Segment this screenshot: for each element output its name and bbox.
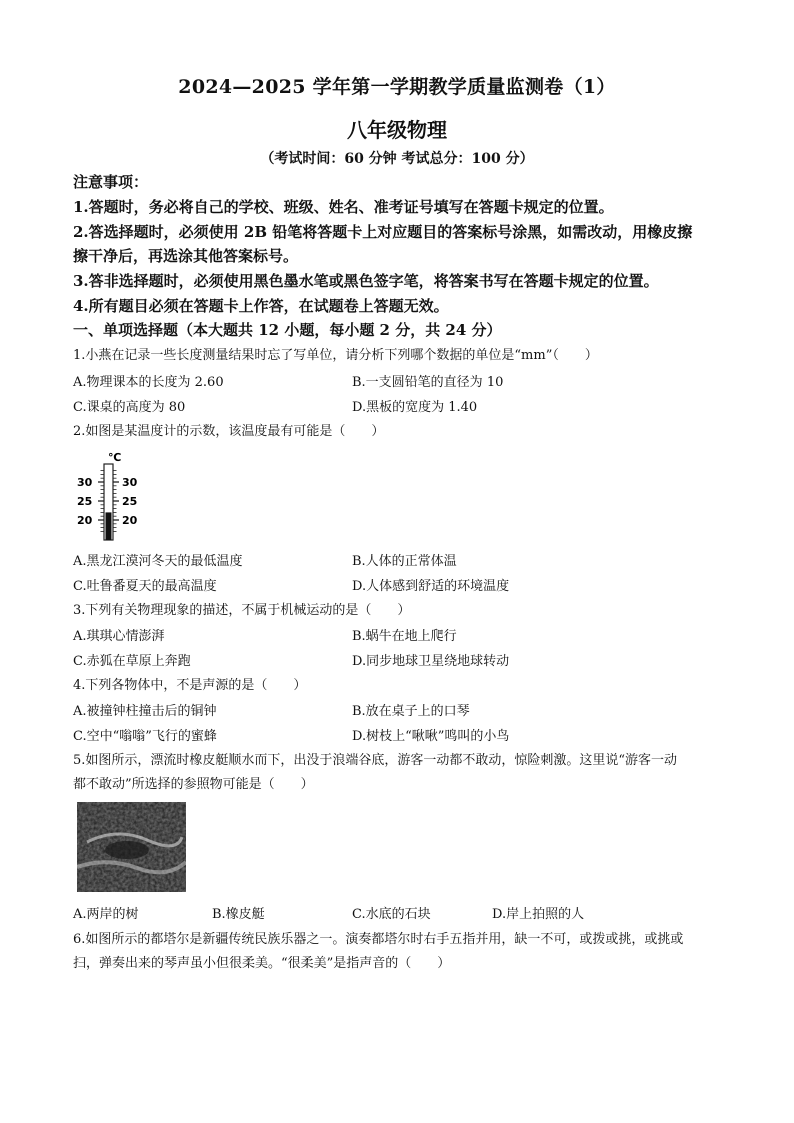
q5-option-d: D.岸上拍照的人 [492,907,585,922]
question-2-stem: 2.如图是某温度计的示数，该温度最有可能是（ ） [73,424,385,439]
q3-option-d: D.同步地球卫星绕地球转动 [352,654,510,669]
tick-label-20-left: 20 [77,514,93,527]
q4-option-b: B.放在桌子上的口琴 [352,704,470,719]
q5-option-c: C.水底的石块 [352,907,431,922]
tick-label-20-right: 20 [122,514,138,527]
question-5-stem-line-1: 5.如图所示，漂流时橡皮艇顺水而下，出没于浪端谷底，游客一动都不敢动，惊险刺激。这里说“游客一动 [73,753,678,768]
note-item-2-cont: 擦干净后，再选涂其他答案标号。 [73,247,299,265]
note-item-2: 2.答选择题时，必须使用 2B 铅笔将答题卡上对应题目的答案标号涂黑，如需改动，用橡皮擦 [73,223,693,241]
exam-info: （考试时间：60 分钟 考试总分：100 分） [260,151,534,167]
q2-option-d: D.人体感到舒适的环境温度 [352,579,510,594]
q4-option-d: D.树枝上“啾啾”鸣叫的小鸟 [352,729,510,744]
q2-option-c: C.吐鲁番夏天的最高温度 [73,579,217,594]
question-6-stem-line-1: 6.如图所示的都塔尔是新疆传统民族乐器之一。演奏都塔尔时右手五指并用，缺一不可，或拨或挑，或挑或 [73,932,684,947]
q1-option-a: A.物理课本的长度为 2.60 [73,375,224,390]
q1-option-b: B.一支圆铅笔的直径为 10 [352,375,504,390]
q2-option-a: A.黑龙江漠河冬天的最低温度 [73,554,243,569]
notes-heading: 注意事项： [73,173,149,191]
tick-label-30-right: 30 [122,476,138,489]
tick-label-25-left: 25 [77,495,93,508]
exam-title: 2024—2025 学年第一学期教学质量监测卷（1） [178,76,616,98]
note-item-4: 4.所有题目必须在答题卡上作答，在试题卷上答题无效。 [73,297,449,315]
q3-option-b: B.蜗牛在地上爬行 [352,629,457,644]
q5-option-b: B.橡皮艇 [212,907,265,922]
q1-option-c: C.课桌的高度为 80 [73,400,186,415]
question-6-stem-line-2: 扫，弹奏出来的琴声虽小但很柔美。“很柔美”是指声音的（ ） [73,956,451,971]
q2-option-b: B.人体的正常体温 [352,554,457,569]
note-item-1: 1.答题时，务必将自己的学校、班级、姓名、准考证号填写在答题卡规定的位置。 [73,198,614,216]
q3-option-a: A.琪琪心情澎湃 [73,629,165,644]
rafting-photo [77,802,186,892]
subject-title: 八年级物理 [347,118,447,142]
question-3-stem: 3.下列有关物理现象的描述，不属于机械运动的是（ ） [73,603,411,618]
question-5-stem-line-2: 都不敢动”所选择的参照物可能是（ ） [73,777,314,792]
section1-heading: 一、单项选择题（本大题共 12 小题，每小题 2 分，共 24 分） [73,321,502,339]
thermometer-liquid [106,512,112,540]
q3-option-c: C.赤狐在草原上奔跑 [73,654,191,669]
q4-option-a: A.被撞钟柱撞击后的铜钟 [73,704,217,719]
q4-option-c: C.空中“嗡嗡”飞行的蜜蜂 [73,729,217,744]
thermometer-unit: ℃ [108,451,122,464]
tick-label-30-left: 30 [77,476,93,489]
question-1-stem: 1.小燕在记录一些长度测量结果时忘了写单位，请分析下列哪个数据的单位是“mm”（ ） [73,348,598,363]
question-4-stem: 4.下列各物体中，不是声源的是（ ） [73,678,307,693]
tick-label-25-right: 25 [122,495,138,508]
thermometer-figure [74,450,146,542]
q1-option-d: D.黑板的宽度为 1.40 [352,400,478,415]
note-item-3: 3.答非选择题时，必须使用黑色墨水笔或黑色签字笔，将答案书写在答题卡规定的位置。 [73,272,659,290]
q5-option-a: A.两岸的树 [73,907,139,922]
